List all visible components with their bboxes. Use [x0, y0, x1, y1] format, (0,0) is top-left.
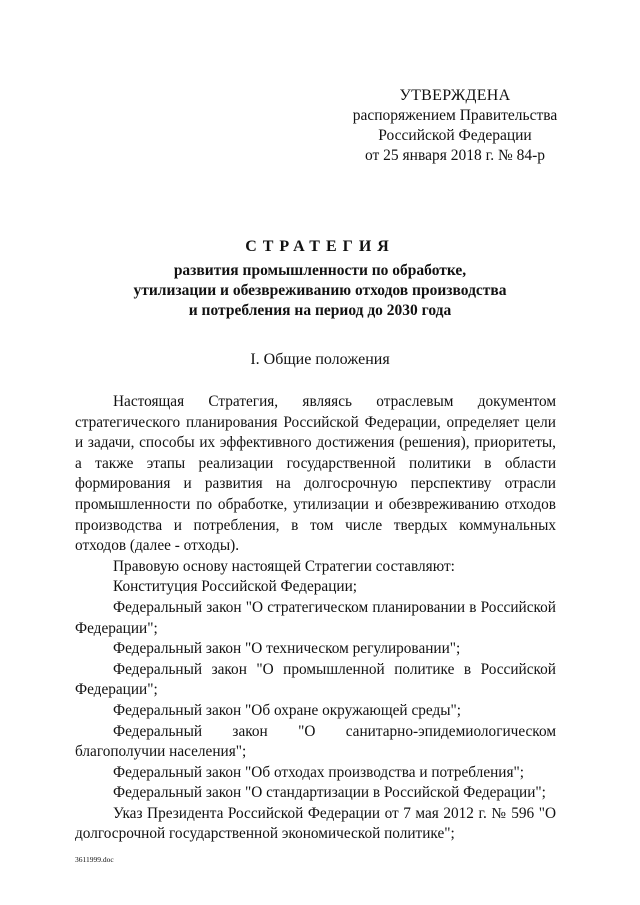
list-item: Федеральный закон "Об отходах производства и потребления"; [113, 763, 525, 781]
list-item: Указ Президента Российской Федерации от 7 мая 2012 г. № 596 "О долгосрочной государственной экономической политике"; [75, 804, 556, 843]
list-item: Федеральный закон "О стратегическом планировании в Российской Федерации"; [75, 598, 556, 637]
title-line-2: утилизации и обезвреживанию отходов производства [133, 282, 507, 299]
approval-stamp [340, 86, 570, 166]
file-reference: 3611999.doc [75, 855, 114, 864]
list-item: Федеральный закон "О стандартизации в Российской Федерации"; [113, 784, 546, 802]
list-item: Федеральный закон "О промышленной политике в Российской Федерации"; [75, 660, 556, 699]
list-item: Конституция Российской Федерации; [113, 578, 358, 596]
list-item: Федеральный закон "О техническом регулировании"; [113, 640, 461, 658]
list-item: Федеральный закон "О санитарно-эпидемиологическом благополучии населения"; [75, 722, 556, 761]
title-line-1: развития промышленности по обработке, [173, 262, 467, 279]
paragraph-intro: Настоящая Стратегия, являясь отраслевым документом стратегического планирования Российской Федерации, определяет цели и задачи, способы их эффективного достижения (решения), приоритеты, а также этапы реализации государственной политики в области формирования и развития на долгосрочную перспективу отрасли промышленности по обработке, утилизации и обезвреживанию отходов производства и потребления, в том числе твердых коммунальных отходов (далее - отходы). [75, 393, 556, 555]
body-text [75, 392, 556, 845]
approval-line-1: распоряжением Правительства [352, 107, 558, 124]
approval-line-2: Российской Федерации [378, 127, 532, 144]
document-title [60, 237, 580, 321]
approval-heading: УТВЕРЖДЕНА [399, 87, 511, 104]
title-main: СТРАТЕГИЯ [245, 238, 395, 255]
section-heading: I. Общие положения [250, 351, 390, 368]
list-item: Федеральный закон "Об охране окружающей среды"; [113, 701, 462, 719]
title-line-3: и потребления на период до 2030 года [188, 302, 452, 319]
paragraph-legal-basis: Правовую основу настоящей Стратегии составляют: [113, 557, 455, 575]
approval-line-3: от 25 января 2018 г. № 84-р [364, 147, 546, 164]
